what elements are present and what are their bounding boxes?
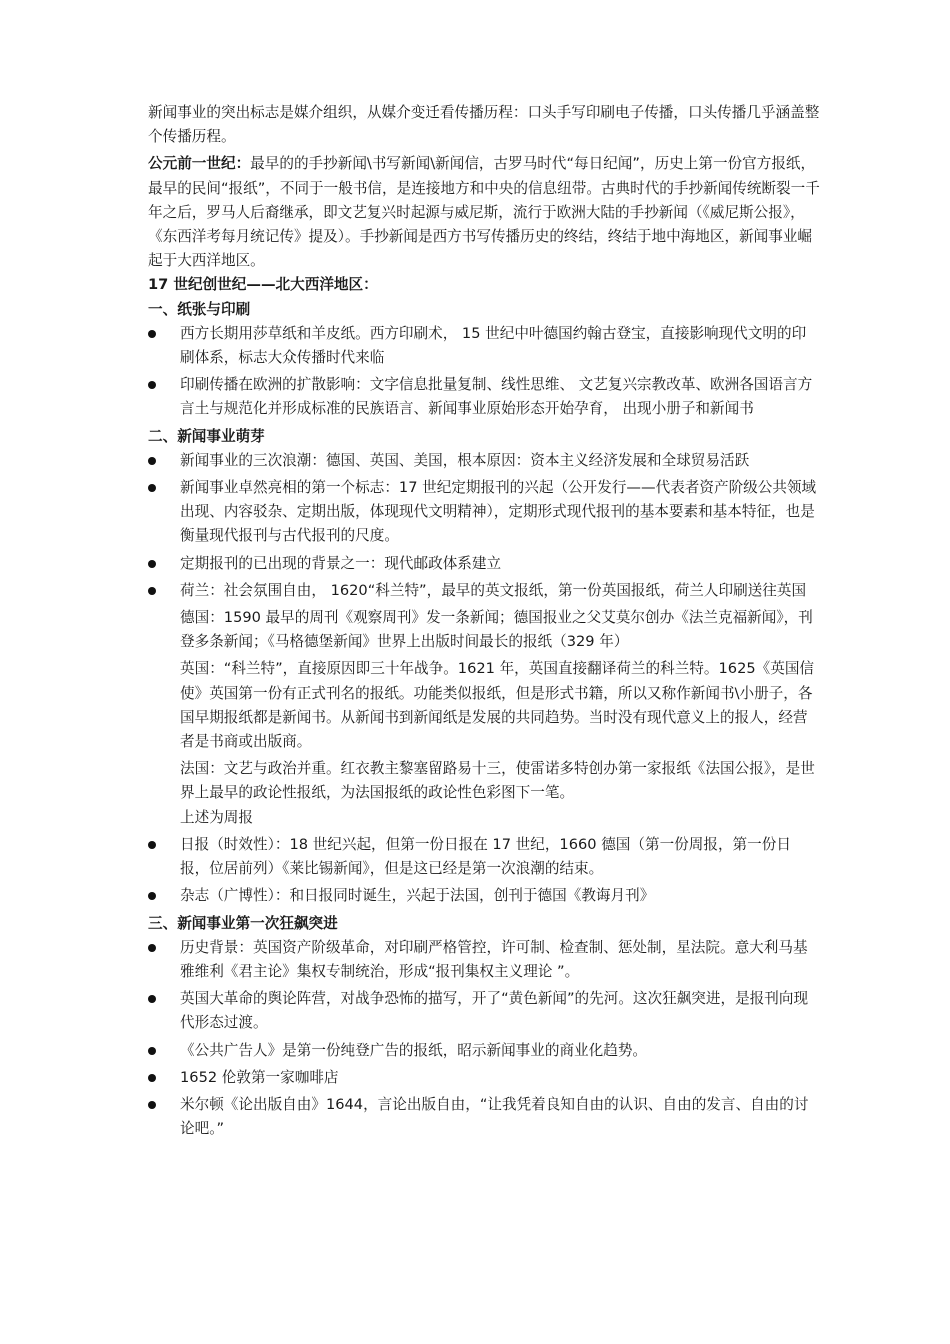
bullet-icon [148, 587, 156, 595]
list-item-text: 新闻事业卓然亮相的第一个标志：17 世纪定期报刊的兴起（公开发行——代表者资产阶级公共领域出现、内容驳杂、定期出版，体现现代文明精神），定期形式现代报刊的基本要素和基本特征，也是衡量现代报刊与古代报刊的尺度。 [180, 479, 817, 545]
bullet-icon [148, 892, 156, 900]
england-paragraph: 英国：“科兰特”，直接原因即三十年战争。1621 年，英国直接翻译荷兰的科兰特。1625《英国信使》英国第一份有正式刊名的报纸。功能类似报纸，但是形式书籍，所以又称作新闻书\小册子，各国早期报纸都是新闻书。从新闻书到新闻纸是发展的共同趋势。当时没有现代意义上的报人，经营者是书商或出版商。 [180, 660, 815, 751]
bullet-icon [148, 1047, 156, 1055]
list-item-text: 定期报刊的已出现的背景之一：现代邮政体系建立 [180, 554, 502, 572]
section3-list [148, 936, 820, 1142]
list-item [148, 987, 820, 1035]
list-item [148, 1066, 820, 1090]
france-paragraph: 法国：文艺与政治并重。红衣教主黎塞留路易十三，使雷诺多特创办第一家报纸《法国公报》，是世界上最早的政论性报纸，为法国报纸的政论性色彩图下一笔。 [180, 760, 815, 802]
list-item [148, 1039, 820, 1063]
list-item-text: 印刷传播在欧洲的扩散影响：文字信息批量复制、线性思维、 文艺复兴宗教改革、欧洲各国语言方言土与规范化并形成标准的民族语言、新闻事业原始形态开始孕育， 出现小册子和新闻书 [180, 376, 813, 418]
section1-heading: 一、纸张与印刷 [148, 300, 251, 318]
section2-list-b [148, 833, 820, 909]
bullet-icon [148, 1074, 156, 1082]
list-item-text: 西方长期用莎草纸和羊皮纸。西方印刷术， 15 世纪中叶德国约翰古登宝，直接影响现代文明的印刷体系，标志大众传播时代来临 [180, 324, 807, 367]
section1-list [148, 322, 820, 422]
bullet-icon [148, 1101, 156, 1109]
bullet-icon [148, 841, 156, 849]
list-item [148, 552, 820, 576]
section2-heading: 二、新闻事业萌芽 [148, 427, 265, 445]
list-item [148, 373, 820, 421]
list-item-text: 米尔顿《论出版自由》1644，言论出版自由，“让我凭着良知自由的认识、自由的发言、自由的讨论吧。” [180, 1095, 809, 1138]
list-item-text: 新闻事业的三次浪潮：德国、英国、美国，根本原因：资本主义经济发展和全球贸易活跃 [180, 451, 750, 469]
list-item-text: 历史背景：英国资产阶级革命，对印刷严格管控，许可制、检查制、惩处制，星法院。意大利马基雅维利《君主论》集权专制统治，形成“报刊集权主义理论 ”。 [180, 938, 808, 980]
bullet-icon [148, 457, 156, 465]
bullet-icon [148, 330, 156, 338]
list-item [148, 936, 820, 984]
section2-list [148, 449, 820, 603]
list-item-text: 英国大革命的舆论阵营，对战争恐怖的描写，开了“黄色新闻”的先河。这次狂飙突进，是报刊向现代形态过渡。 [180, 990, 809, 1032]
list-item [148, 449, 820, 473]
bc-paragraph [148, 152, 820, 273]
bullet-icon [148, 995, 156, 1003]
intro-paragraph: 新闻事业的突出标志是媒介组织，从媒介变迁看传播历程：口头手写印刷电子传播，口头传播几乎涵盖整个传播历程。 [148, 104, 820, 146]
weekly-note: 上述为周报 [180, 808, 253, 826]
bullet-icon [148, 944, 156, 952]
list-item-text: 杂志（广博性）：和日报同时诞生，兴起于法国，创刊于德国《教诲月刊》 [180, 887, 655, 905]
list-item-text: 《公共广告人》是第一份纯登广告的报纸，昭示新闻事业的商业化趋势。 [180, 1041, 648, 1059]
germany-paragraph: 德国：1590 最早的周刊《观察周刊》发一条新闻；德国报业之父艾莫尔创办《法兰克福新闻》，刊登多条新闻；《马格德堡新闻》世界上出版时间最长的报纸（329 年） [180, 609, 813, 651]
list-item [148, 322, 820, 370]
list-item-text: 日报（时效性）：18 世纪兴起，但第一份日报在 17 世纪，1660 德国（第一份周报，第一份日报，位居前列）《莱比锡新闻》，但是这已经是第一次浪潮的结束。 [180, 835, 791, 878]
bc-label: 公元前一世纪： [148, 155, 251, 173]
bullet-icon [148, 381, 156, 389]
bullet-icon [148, 560, 156, 568]
bc-text: 最早的的手抄新闻\书写新闻\新闻信，古罗马时代“每日纪闻”，历史上第一份官方报纸，最早的民间“报纸”，不同于一般书信，是连接地方和中央的信息纽带。古典时代的手抄新闻传统断裂一千年之后，罗马人后裔继承，即文艺复兴时起源与威尼斯，流行于欧洲大陆的手抄新闻（《威尼斯公报》，《东西洋考每月统记传》提及）。手抄新闻是西方书写传播历史的终结，终结于地中海地区，新闻事业崛起于大西洋地区。 [148, 155, 820, 270]
document-page [148, 101, 820, 1144]
list-item [148, 1093, 820, 1141]
list-item-text: 荷兰：社会氛围自由， 1620“科兰特”，最早的英文报纸，第一份英国报纸，荷兰人印刷送往英国 [180, 581, 807, 599]
list-item [148, 884, 820, 908]
list-item [148, 579, 820, 603]
century-heading: 17 世纪创世纪——北大西洋地区： [148, 276, 378, 294]
list-item [148, 833, 820, 881]
list-item-text: 1652 伦敦第一家咖啡店 [180, 1068, 339, 1086]
section3-heading: 三、新闻事业第一次狂飙突进 [148, 914, 338, 932]
list-item [148, 476, 820, 549]
bullet-icon [148, 484, 156, 492]
